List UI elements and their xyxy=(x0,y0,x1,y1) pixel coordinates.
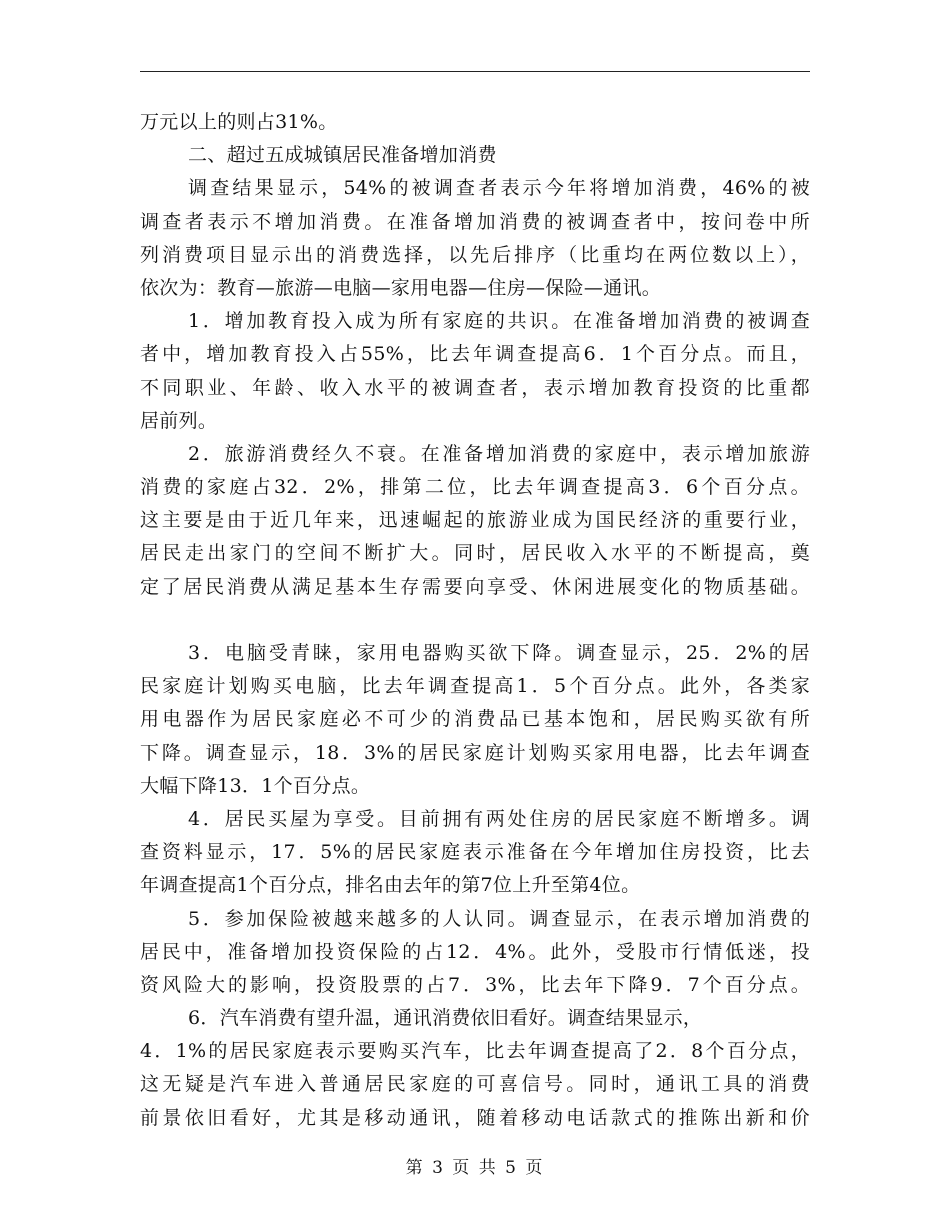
text-line: 1．增加教育投入成为所有家庭的共识。在准备增加消费的被调查 xyxy=(188,310,810,333)
text-line: 调查者表示不增加消费。在准备增加消费的被调查者中，按问卷中所 xyxy=(140,210,810,233)
text-line: 调查结果显示，54%的被调查者表示今年将增加消费，46%的被 xyxy=(188,177,810,200)
blank-line xyxy=(140,604,810,637)
text-line: 用电器作为居民家庭必不可少的消费品已基本饱和，居民购买欲有所 xyxy=(140,708,810,731)
text-line: 年调查提高1个百分点，排名由去年的第7位上升至第4位。 xyxy=(140,874,641,897)
text-line: 5．参加保险被越来越多的人认同。调查显示，在表示增加消费的 xyxy=(188,907,810,930)
text-line: 这无疑是汽车进入普通居民家庭的可喜信号。同时，通讯工具的消费 xyxy=(140,1073,810,1096)
text-line: 大幅下降13．1个百分点。 xyxy=(140,774,371,797)
text-line: 4．1%的居民家庭表示要购买汽车，比去年调查提高了2．8个百分点， xyxy=(140,1040,810,1063)
text-line: 这主要是由于近几年来，迅速崛起的旅游业成为国民经济的重要行业， xyxy=(140,509,810,532)
text-line: 2．旅游消费经久不衰。在准备增加消费的家庭中，表示增加旅游 xyxy=(188,442,810,465)
text-line: 前景依旧看好，尤其是移动通讯，随着移动电话款式的推陈出新和价 xyxy=(140,1106,810,1129)
text-line: 下降。调查显示，18．3%的居民家庭计划购买家用电器，比去年调查 xyxy=(140,741,810,764)
text-line: 资风险大的影响，投资股票的占7．3%，比去年下降9．7个百分点。 xyxy=(140,973,810,996)
text-line: 查资料显示，17．5%的居民家庭表示准备在今年增加住房投资，比去 xyxy=(140,841,810,864)
text-line: 万元以上的则占31%。 xyxy=(140,111,338,133)
text-line: 居民走出家门的空间不断扩大。同时，居民收入水平的不断提高，奠 xyxy=(140,542,810,565)
page-footer: 第 3 页 共 5 页 xyxy=(405,1158,545,1178)
text-line: 居前列。 xyxy=(140,409,218,432)
text-line: 不同职业、年龄、收入水平的被调查者，表示增加教育投资的比重都 xyxy=(140,376,810,399)
text-line: 4．居民买屋为享受。目前拥有两处住房的居民家庭不断增多。调 xyxy=(188,807,810,830)
text-line: 民家庭计划购买电脑，比去年调查提高1．5个百分点。此外，各类家 xyxy=(140,675,810,698)
text-line: 者中，增加教育投入占55%，比去年调查提高6．1个百分点。而且， xyxy=(140,343,810,366)
text-line: 列消费项目显示出的消费选择，以先后排序（比重均在两位数以上）， xyxy=(140,243,810,266)
header-rule xyxy=(140,71,810,72)
body-text xyxy=(140,106,810,1135)
text-line: 二、超过五成城镇居民准备增加消费 xyxy=(188,144,497,167)
text-line: 3．电脑受青睐，家用电器购买欲下降。调查显示，25．2%的居 xyxy=(188,642,810,664)
text-line: 消费的家庭占32．2%，排第二位，比去年调查提高3．6个百分点。 xyxy=(140,476,810,499)
text-line: 定了居民消费从满足基本生存需要向享受、休闲进展变化的物质基础。 xyxy=(140,575,810,598)
text-line: 6．汽车消费有望升温，通讯消费依旧看好。调查结果显示， xyxy=(188,1007,703,1030)
text-line: 居民中，准备增加投资保险的占12．4%。此外，受股市行情低迷，投 xyxy=(140,940,810,963)
text-line: 依次为：教育—旅游—电脑—家用电器—住房—保险—通讯。 xyxy=(140,276,662,299)
